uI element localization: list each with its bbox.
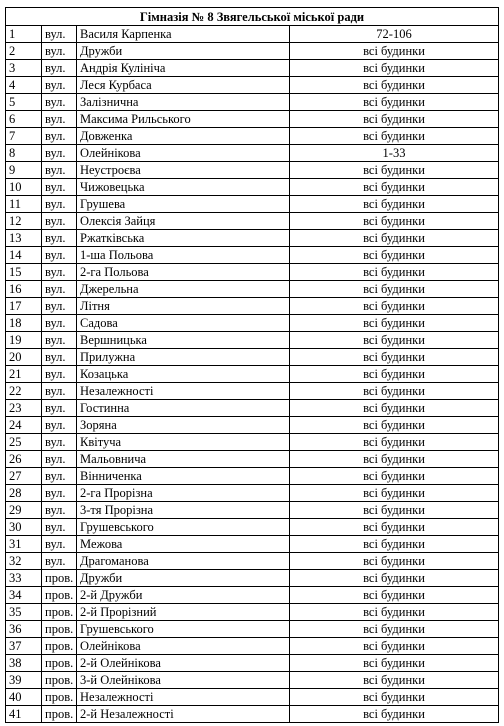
street-type: пров.	[42, 604, 77, 621]
street-name: Грушева	[77, 196, 290, 213]
street-name: Залізнична	[77, 94, 290, 111]
houses-range: всі будинки	[290, 281, 499, 298]
street-name: 1-ша Польова	[77, 247, 290, 264]
houses-range: всі будинки	[290, 570, 499, 587]
row-number: 4	[6, 77, 42, 94]
street-name: 2-й Дружби	[77, 587, 290, 604]
table-row	[6, 77, 499, 94]
houses-range: всі будинки	[290, 638, 499, 655]
street-name: Олейнікова	[77, 145, 290, 162]
street-type: вул.	[42, 502, 77, 519]
houses-range: всі будинки	[290, 162, 499, 179]
row-number: 1	[6, 26, 42, 43]
row-number: 3	[6, 60, 42, 77]
street-name: 2-й Олейнікова	[77, 655, 290, 672]
street-type: вул.	[42, 281, 77, 298]
street-name: Межова	[77, 536, 290, 553]
houses-range: всі будинки	[290, 587, 499, 604]
street-type: вул.	[42, 196, 77, 213]
street-type: вул.	[42, 60, 77, 77]
row-number: 12	[6, 213, 42, 230]
houses-range: всі будинки	[290, 536, 499, 553]
street-name: Гостинна	[77, 400, 290, 417]
row-number: 20	[6, 349, 42, 366]
street-type: вул.	[42, 298, 77, 315]
houses-range: всі будинки	[290, 230, 499, 247]
table-row	[6, 60, 499, 77]
table-row	[6, 128, 499, 145]
houses-range: 1-33	[290, 145, 499, 162]
street-type: пров.	[42, 706, 77, 723]
street-type: пров.	[42, 638, 77, 655]
table-row	[6, 383, 499, 400]
street-name: Дружби	[77, 570, 290, 587]
street-name: Прилужна	[77, 349, 290, 366]
street-name: Довженка	[77, 128, 290, 145]
street-type: вул.	[42, 247, 77, 264]
street-type: вул.	[42, 366, 77, 383]
table-row	[6, 247, 499, 264]
table-row	[6, 519, 499, 536]
street-name: 2-га Польова	[77, 264, 290, 281]
street-type: вул.	[42, 417, 77, 434]
houses-range: всі будинки	[290, 77, 499, 94]
street-type: пров.	[42, 689, 77, 706]
table-row	[6, 570, 499, 587]
street-type: вул.	[42, 26, 77, 43]
houses-range: всі будинки	[290, 247, 499, 264]
street-name: Василя Карпенка	[77, 26, 290, 43]
street-name: Дружби	[77, 43, 290, 60]
street-name: Зоряна	[77, 417, 290, 434]
street-type: вул.	[42, 145, 77, 162]
row-number: 30	[6, 519, 42, 536]
street-name: Олейнікова	[77, 638, 290, 655]
row-number: 17	[6, 298, 42, 315]
row-number: 14	[6, 247, 42, 264]
row-number: 16	[6, 281, 42, 298]
street-type: пров.	[42, 672, 77, 689]
houses-range: всі будинки	[290, 383, 499, 400]
street-type: вул.	[42, 179, 77, 196]
row-number: 13	[6, 230, 42, 247]
row-number: 5	[6, 94, 42, 111]
row-number: 27	[6, 468, 42, 485]
street-type: вул.	[42, 94, 77, 111]
row-number: 34	[6, 587, 42, 604]
houses-range: всі будинки	[290, 332, 499, 349]
table-row	[6, 468, 499, 485]
houses-range: всі будинки	[290, 94, 499, 111]
row-number: 39	[6, 672, 42, 689]
table-row	[6, 434, 499, 451]
streets-table	[5, 7, 499, 723]
table-row	[6, 604, 499, 621]
row-number: 25	[6, 434, 42, 451]
street-type: вул.	[42, 264, 77, 281]
table-row	[6, 502, 499, 519]
street-type: вул.	[42, 315, 77, 332]
houses-range: всі будинки	[290, 672, 499, 689]
table-row	[6, 621, 499, 638]
street-type: вул.	[42, 434, 77, 451]
table-row	[6, 111, 499, 128]
street-name: Літня	[77, 298, 290, 315]
row-number: 28	[6, 485, 42, 502]
street-name: Квітуча	[77, 434, 290, 451]
row-number: 31	[6, 536, 42, 553]
street-type: вул.	[42, 162, 77, 179]
table-row	[6, 672, 499, 689]
table-row	[6, 587, 499, 604]
row-number: 36	[6, 621, 42, 638]
table-row	[6, 281, 499, 298]
street-name: 3-тя Прорізна	[77, 502, 290, 519]
street-name: Драгоманова	[77, 553, 290, 570]
table-row	[6, 451, 499, 468]
street-type: пров.	[42, 587, 77, 604]
table-header-row	[6, 8, 499, 26]
street-type: вул.	[42, 77, 77, 94]
houses-range: всі будинки	[290, 604, 499, 621]
table-body	[6, 26, 499, 723]
table-row	[6, 43, 499, 60]
houses-range: всі будинки	[290, 213, 499, 230]
street-type: пров.	[42, 621, 77, 638]
houses-range: всі будинки	[290, 264, 499, 281]
table-row	[6, 536, 499, 553]
street-type: вул.	[42, 536, 77, 553]
row-number: 33	[6, 570, 42, 587]
table-row	[6, 655, 499, 672]
street-name: Незалежності	[77, 383, 290, 400]
row-number: 15	[6, 264, 42, 281]
table-row	[6, 332, 499, 349]
row-number: 18	[6, 315, 42, 332]
row-number: 22	[6, 383, 42, 400]
houses-range: всі будинки	[290, 196, 499, 213]
street-name: Джерельна	[77, 281, 290, 298]
street-type: вул.	[42, 128, 77, 145]
street-name: Олексія Зайця	[77, 213, 290, 230]
row-number: 37	[6, 638, 42, 655]
table-row	[6, 298, 499, 315]
houses-range: всі будинки	[290, 60, 499, 77]
houses-range: всі будинки	[290, 485, 499, 502]
houses-range: всі будинки	[290, 451, 499, 468]
table-row	[6, 145, 499, 162]
row-number: 2	[6, 43, 42, 60]
street-type: вул.	[42, 349, 77, 366]
street-name: Грушевського	[77, 519, 290, 536]
street-type: пров.	[42, 570, 77, 587]
row-number: 6	[6, 111, 42, 128]
street-type: вул.	[42, 383, 77, 400]
row-number: 41	[6, 706, 42, 723]
street-name: Незалежності	[77, 689, 290, 706]
street-type: вул.	[42, 111, 77, 128]
table-row	[6, 196, 499, 213]
street-type: вул.	[42, 332, 77, 349]
houses-range: 72-106	[290, 26, 499, 43]
row-number: 11	[6, 196, 42, 213]
street-type: вул.	[42, 213, 77, 230]
table-row	[6, 485, 499, 502]
street-name: Мальовнича	[77, 451, 290, 468]
houses-range: всі будинки	[290, 366, 499, 383]
street-name: Леся Курбаса	[77, 77, 290, 94]
table-row	[6, 706, 499, 723]
houses-range: всі будинки	[290, 43, 499, 60]
houses-range: всі будинки	[290, 179, 499, 196]
houses-range: всі будинки	[290, 298, 499, 315]
row-number: 19	[6, 332, 42, 349]
street-type: вул.	[42, 519, 77, 536]
houses-range: всі будинки	[290, 689, 499, 706]
street-type: вул.	[42, 451, 77, 468]
table-row	[6, 400, 499, 417]
table-row	[6, 94, 499, 111]
street-type: вул.	[42, 400, 77, 417]
row-number: 24	[6, 417, 42, 434]
row-number: 32	[6, 553, 42, 570]
street-name: 2-й Прорізний	[77, 604, 290, 621]
row-number: 40	[6, 689, 42, 706]
houses-range: всі будинки	[290, 502, 499, 519]
table-row	[6, 26, 499, 43]
table-row	[6, 162, 499, 179]
row-number: 21	[6, 366, 42, 383]
street-name: 2-га Прорізна	[77, 485, 290, 502]
street-type: вул.	[42, 230, 77, 247]
row-number: 29	[6, 502, 42, 519]
row-number: 9	[6, 162, 42, 179]
row-number: 35	[6, 604, 42, 621]
table-title: Гімназія № 8 Звягельської міської ради	[6, 8, 499, 26]
table-row	[6, 315, 499, 332]
street-name: Максима Рильського	[77, 111, 290, 128]
houses-range: всі будинки	[290, 706, 499, 723]
houses-range: всі будинки	[290, 519, 499, 536]
street-type: вул.	[42, 43, 77, 60]
street-name: Неустроєва	[77, 162, 290, 179]
houses-range: всі будинки	[290, 655, 499, 672]
table-row	[6, 417, 499, 434]
row-number: 38	[6, 655, 42, 672]
houses-range: всі будинки	[290, 417, 499, 434]
houses-range: всі будинки	[290, 434, 499, 451]
houses-range: всі будинки	[290, 468, 499, 485]
houses-range: всі будинки	[290, 128, 499, 145]
street-type: вул.	[42, 553, 77, 570]
street-name: Садова	[77, 315, 290, 332]
street-name: 2-й Незалежності	[77, 706, 290, 723]
street-type: вул.	[42, 485, 77, 502]
table-row	[6, 264, 499, 281]
row-number: 7	[6, 128, 42, 145]
row-number: 10	[6, 179, 42, 196]
street-type: вул.	[42, 468, 77, 485]
street-name: Вершницька	[77, 332, 290, 349]
houses-range: всі будинки	[290, 553, 499, 570]
table-row	[6, 553, 499, 570]
houses-range: всі будинки	[290, 400, 499, 417]
row-number: 26	[6, 451, 42, 468]
row-number: 23	[6, 400, 42, 417]
street-name: Чижовецька	[77, 179, 290, 196]
table-row	[6, 213, 499, 230]
street-name: Ржатківська	[77, 230, 290, 247]
row-number: 8	[6, 145, 42, 162]
table-row	[6, 230, 499, 247]
houses-range: всі будинки	[290, 621, 499, 638]
table-row	[6, 179, 499, 196]
houses-range: всі будинки	[290, 111, 499, 128]
street-name: Вінниченка	[77, 468, 290, 485]
houses-range: всі будинки	[290, 349, 499, 366]
street-name: 3-й Олейнікова	[77, 672, 290, 689]
street-type: пров.	[42, 655, 77, 672]
table-row	[6, 349, 499, 366]
table-row	[6, 689, 499, 706]
houses-range: всі будинки	[290, 315, 499, 332]
street-name: Андрія Кулініча	[77, 60, 290, 77]
street-name: Грушевського	[77, 621, 290, 638]
table-row	[6, 638, 499, 655]
table-row	[6, 366, 499, 383]
street-name: Козацька	[77, 366, 290, 383]
